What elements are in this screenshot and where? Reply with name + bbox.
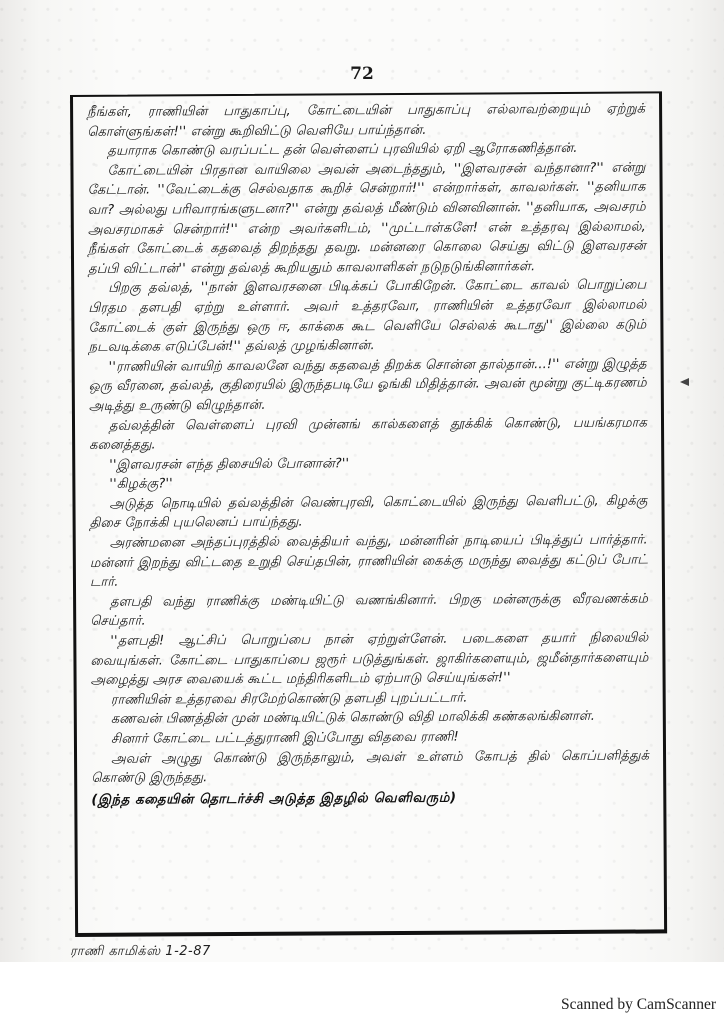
story-paragraph: தயாராக கொண்டு வரப்பட்ட தன் வெள்ளைப் புரவியில் ஏறி ஆரோகணித்தான். xyxy=(107,141,578,159)
story-paragraph: தவ்லத்தின் வெள்ளைப் புரவி முன்னங் கால்களைத் தூக்கிக் கொண்டு, பயங்கரமாக கனைத்தது. xyxy=(89,414,648,453)
story-paragraph: சினார் கோட்டை பட்டத்துராணி இப்போது விதவை ராணி! xyxy=(110,729,459,747)
story-paragraph: அடுத்த நொடியில் தவ்லத்தின் வெண்புரவி, கொட்டையில் இருந்து வெளிபட்டு, கிழக்கு திசை நோக்கி புயலெனப் பாய்ந்தது. xyxy=(89,493,648,532)
scan-artifact-mark-icon xyxy=(680,378,689,386)
issue-footer: ராணி காமிக்ஸ் 1-2-87 xyxy=(70,944,211,959)
story-paragraph: ''தளபதி! ஆட்சிப் பொறுப்பை நான் ஏற்றுள்ளேன். படைகளை தயார் நிலையில் வையுங்கள். கோட்டை பாதுகாப்பை ஜரூர் படுத்துங்கள். ஜாகிர்களையும், ஜமீன்தார்களையும் அழைத்து அரச வையைக் கூட்ட மந்திரிகளிடம் ஏற்பாடு செய்யுங்கள்!'' xyxy=(90,630,649,689)
story-paragraph: ''கிழக்கு?'' xyxy=(109,476,173,493)
story-paragraph: கோட்டையின் பிரதான வாயிலை அவன் அடைந்ததும், ''இளவரசன் வந்தானா?'' என்று கேட்டான். ''வேட்டைக்கு செல்வதாக கூறிச் சென்றார்!'' என்றார்கள், காவலர்கள். ''தனியாக வா? அல்லது பரிவாரங்களுடனா?'' என்று தவ்லத் மீண்டும் வினவினான். ''தனியாக, அவசரம் அவசரமாகச் சென்றார்!'' என்ற அவர்களிடம், ''முட்டாள்களே! என் உத்தரவு இல்லாமல், நீங்கள் கோட்டைக் கதவைத் திறந்தது தவறு. மன்னரை கொலை செய்து விட்டு இளவரசன் தப்பி விட்டான்'' என்று தவ்லத் கூறியதும் காவலாளிகள் நடுநடுங்கினார்கள். xyxy=(87,160,646,277)
story-paragraph: அவள் அழுது கொண்டு இருந்தாலும், அவள் உள்ளம் கோபத் தில் கொப்பளித்துக் கொண்டு இருந்தது. xyxy=(91,748,650,787)
story-text-frame xyxy=(70,91,667,937)
story-paragraph: நீங்கள், ராணியின் பாதுகாப்பு, கோட்டையின் பாதுகாப்பு எல்லாவற்றையும் ஏற்றுக் கொள்ளுங்கள்!'' என்று கூறிவிட்டு வெளியே பாய்ந்தான். xyxy=(87,101,646,140)
story-body xyxy=(87,99,649,810)
story-paragraph: கணவன் பிணத்தின் முன் மண்டியிட்டுக் கொண்டு விதி மாலிக்கி கண்கலங்கினாள். xyxy=(110,709,596,728)
story-paragraph: தளபதி வந்து ராணிக்கு மண்டியிட்டு வணங்கினார். பிறகு மன்னருக்கு வீரவணக்கம் செய்தார். xyxy=(90,591,649,630)
story-paragraph: அரண்மனை அந்தப்புரத்தில் வைத்தியர் வந்து, மன்னரின் நாடியைப் பிடித்துப் பார்த்தார். மன்னர் இறந்து விட்டதை உறுதி செய்தபின், ராணியின் கைக்கு மருந்து வைத்து கட்டுப் போட் டார். xyxy=(89,532,648,591)
story-paragraph: ராணியின் உத்தரவை சிரமேற்கொண்டு தளபதி புறப்பட்டார். xyxy=(110,690,468,708)
story-paragraph: பிறகு தவ்லத், ''நான் இளவரசனை பிடிக்கப் போகிறேன். கோட்டை காவல் பொறுப்பை பிரதம தளபதி ஏற்று உள்ளார். அவர் உத்தரவோ, ராணியின் உத்தரவோ இல்லாமல் கோட்டைக் குள் இருந்து ஒரு ஈ, காக்கை கூட வெளியே செல்லக் கூடாது'' இல்லை கடும் நடவடிக்கை எடுப்பேன்!'' தவ்லத் முழங்கினான். xyxy=(88,277,647,356)
scanner-watermark: Scanned by CamScanner xyxy=(561,996,716,1013)
continued-next-issue-note: (இந்த கதையின் தொடர்ச்சி அடுத்த இதழில் வெளிவரும்) xyxy=(91,790,457,808)
story-paragraph: ''ராணியின் வாயிற் காவலனே வந்து கதவைத் திறக்க சொன்ன தால்தான்...!'' என்று இழுத்த ஒரு வீரனை, தவ்லத், குதிரையில் இருந்தபடியே ஓங்கி மிதித்தான். அவன் மூன்று குட்டிகரணம் அடித்து உருண்டு விழுந்தான். xyxy=(88,356,647,414)
page-number: 72 xyxy=(350,64,374,84)
story-paragraph: ''இளவரசன் எந்த திசையில் போனான்?'' xyxy=(109,455,350,473)
